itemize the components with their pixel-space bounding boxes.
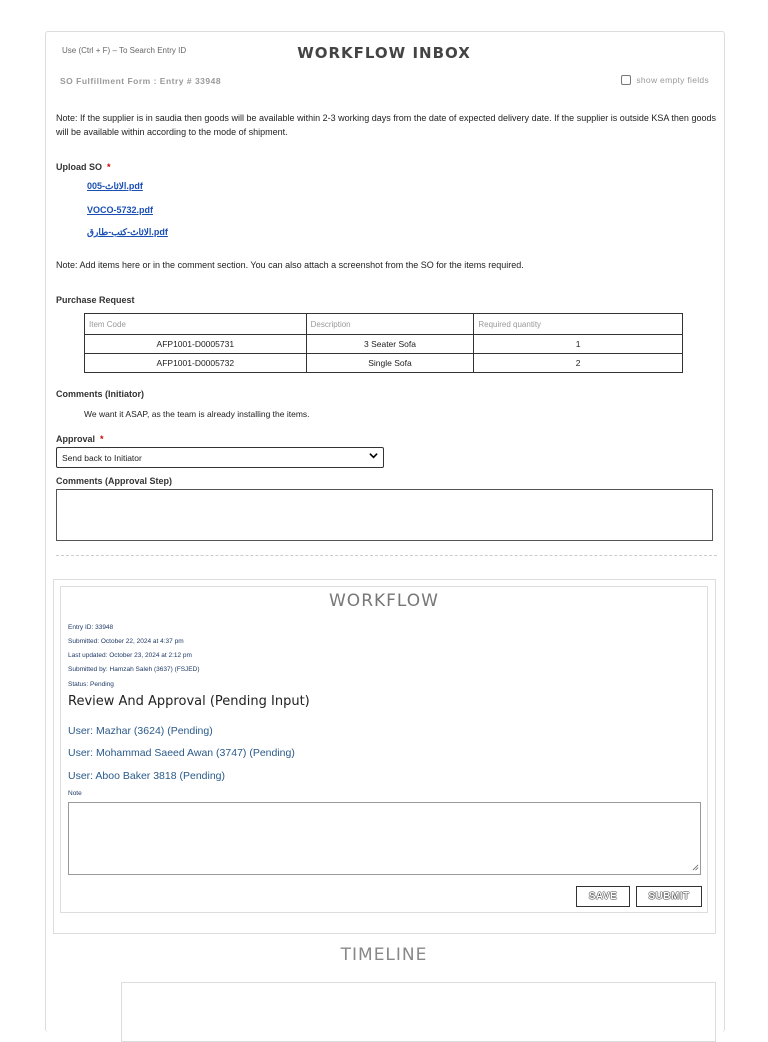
table-cell: 3 Seater Sofa: [306, 335, 474, 354]
approval-label: [56, 434, 104, 444]
file-link-2[interactable]: VOCO-5732.pdf: [87, 205, 154, 215]
submitted-date: Submitted: October 22, 2024 at 4:37 pm: [68, 638, 184, 645]
purchase-request-table: [84, 313, 683, 373]
table-row: [85, 335, 683, 354]
table-cell: 1: [474, 335, 683, 354]
comments-initiator-label: Comments (Initiator): [56, 389, 145, 399]
upload-so-label: [56, 162, 111, 172]
note-textarea[interactable]: [68, 802, 701, 875]
workflow-title: WORKFLOW: [329, 591, 439, 611]
assignee-user: User: Aboo Baker 3818 (Pending): [68, 770, 226, 782]
table-cell: AFP1001-D0005731: [85, 335, 307, 354]
form-title: SO Fulfillment Form : Entry # 33948: [60, 76, 222, 86]
last-updated-date: Last updated: October 23, 2024 at 2:12 pm: [68, 652, 192, 659]
assignee-user: User: Mohammad Saeed Awan (3747) (Pending): [68, 747, 295, 759]
submit-button[interactable]: SUBMIT: [636, 886, 702, 907]
approval-label-text: Approval: [56, 434, 96, 444]
file-link-1[interactable]: 005-الاثاث.pdf: [87, 181, 143, 191]
comments-initiator-text: We want it ASAP, as the team is already installing the items.: [84, 409, 310, 419]
entry-id: Entry ID: 33948: [68, 624, 114, 631]
required-mark: *: [100, 434, 104, 444]
submitted-by: Submitted by: Hamzah Saleh (3637) (FSJED): [68, 666, 200, 673]
assignee-user: User: Mazhar (3624) (Pending): [68, 725, 213, 737]
section-divider: [56, 555, 717, 556]
upload-so-label-text: Upload SO: [56, 162, 103, 172]
search-hint: Use (Ctrl + F) – To Search Entry ID: [62, 46, 187, 55]
timeline-title: TIMELINE: [340, 945, 428, 965]
show-empty-fields-label: show empty fields: [636, 75, 709, 85]
comments-approval-textarea[interactable]: [56, 489, 713, 541]
supplier-note: Note: If the supplier is in saudia then goods will be available within 2-3 working days from the date of expected delivery date. If the supplier is outside KSA then goods will be available within according to the mode of shipment.: [56, 113, 716, 137]
approval-select-value: Send back to Initiator: [62, 452, 142, 463]
file-link-3[interactable]: الاثاث-كتب-طارق.pdf: [87, 227, 168, 237]
chevron-down-icon: [369, 451, 378, 462]
show-empty-fields-toggle[interactable]: [621, 75, 709, 85]
status: Status: Pending: [68, 681, 114, 688]
table-row: [85, 354, 683, 373]
save-button[interactable]: SAVE: [576, 886, 630, 907]
column-header-item-code: Item Code: [85, 314, 307, 335]
note-label: Note: [68, 790, 82, 797]
table-header-row: [85, 314, 683, 335]
table-cell: Single Sofa: [306, 354, 474, 373]
column-header-description: Description: [306, 314, 474, 335]
items-note: Note: Add items here or in the comment section. You can also attach a screenshot from the SO for the items required.: [56, 260, 524, 270]
show-empty-fields-checkbox[interactable]: [621, 75, 631, 85]
resize-handle-icon[interactable]: [692, 864, 699, 873]
purchase-request-label: Purchase Request: [56, 295, 135, 305]
table-cell: 2: [474, 354, 683, 373]
table-cell: AFP1001-D0005732: [85, 354, 307, 373]
column-header-required-quantity: Required quantity: [474, 314, 683, 335]
comments-approval-label: Comments (Approval Step): [56, 476, 173, 486]
required-mark: *: [107, 162, 111, 172]
approval-select[interactable]: [56, 447, 384, 468]
step-title: Review And Approval (Pending Input): [68, 694, 310, 709]
timeline-panel: [121, 982, 716, 1042]
page-title: WORKFLOW INBOX: [297, 44, 471, 62]
